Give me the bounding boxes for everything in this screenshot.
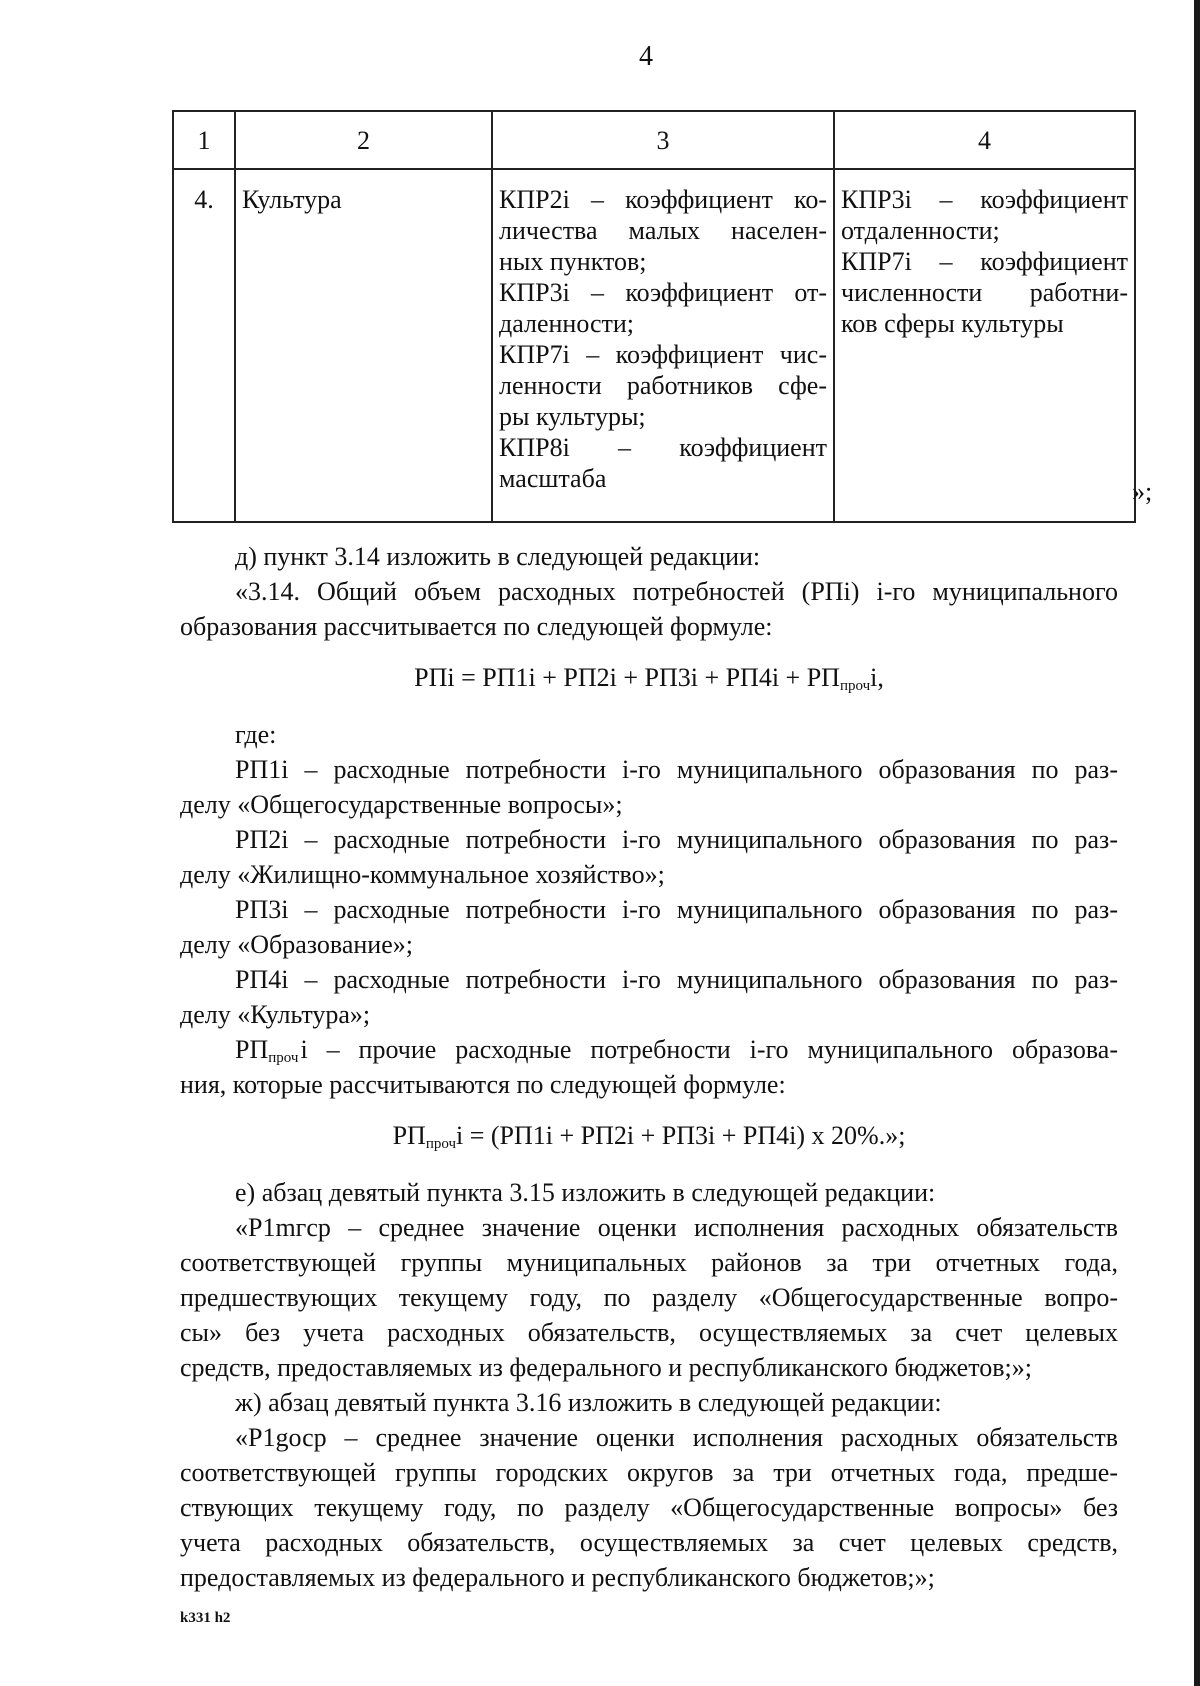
item-zh-text-line: «Р1gоср – среднее значение оценки исполнения расходных обязательств — [235, 1423, 1118, 1452]
item-e-text-line: соответствующей группы муниципальных районов за три отчетных года, — [180, 1248, 1118, 1277]
rp3-definition: РП3i – расходные потребности i-го муниципального образования по раз- — [235, 895, 1118, 924]
item-zh-text-line: соответствующей группы городских округов за три отчетных года, предше- — [180, 1458, 1118, 1487]
item-zh: ж) абзац девятый пункта 3.16 изложить в следующей редакции: — [235, 1388, 942, 1417]
document-body — [180, 539, 1118, 1595]
rp2-definition: делу «Жилищно-коммунальное хозяйство»; — [180, 860, 665, 889]
table-header-cell: 2 — [235, 111, 492, 169]
formula-subscript: проч — [425, 1136, 456, 1152]
cell-line: ры культуры; — [499, 402, 646, 431]
rp2-definition: РП2i – расходные потребности i-го муниципального образования по раз- — [235, 825, 1118, 854]
item-e: е) абзац девятый пункта 3.15 изложить в следующей редакции: — [235, 1178, 936, 1207]
paragraph-3-14-line: «3.14. Общий объем расходных потребностей (РПi) i-го муниципального — [235, 577, 1118, 606]
row-coefficients-col4 — [834, 169, 1135, 522]
cell-line: численности работни- — [841, 278, 1128, 307]
page-number: 4 — [639, 41, 653, 72]
rp4-definition: делу «Культура»; — [180, 1000, 371, 1029]
item-e-text-line: «Р1mгср – среднее значение оценки исполнения расходных обязательств — [235, 1213, 1118, 1242]
item-zh-text-line: ствующих текущему году, по разделу «Общегосударственные вопросы» без — [180, 1493, 1118, 1522]
cell-line: личества малых населен- — [499, 216, 827, 245]
item-zh-text-line: предоставляемых из федерального и республиканского бюджетов;»; — [180, 1563, 935, 1592]
footer-code: k331 h2 — [180, 1610, 231, 1626]
table-header-cell: 4 — [834, 111, 1135, 169]
cell-line: КПР2i – коэффициент ко- — [499, 185, 827, 214]
paragraph-3-14-line: образования рассчитывается по следующей формуле: — [180, 612, 773, 641]
formula-part: РПi = РП1i + РП2i + РП3i + РП4i + РП — [414, 663, 840, 692]
table-header-cell: 3 — [492, 111, 834, 169]
rp1-definition: РП1i – расходные потребности i-го муниципального образования по раз- — [235, 755, 1118, 784]
rp-other-definition — [180, 1032, 1118, 1067]
item-e-text-line: средств, предоставляемых из федерального и республиканского бюджетов;»; — [180, 1353, 1032, 1382]
item-d: д) пункт 3.14 изложить в следующей редакции: — [235, 542, 761, 571]
cell-line: масштаба — [499, 464, 607, 493]
rp3-definition: делу «Образование»; — [180, 930, 413, 959]
cell-line: отдаленности; — [841, 216, 1000, 245]
cell-line: КПР8i – коэффициент — [499, 433, 827, 462]
cell-line: КПР7i – коэффициент — [841, 247, 1128, 276]
item-zh-text-line: учета расходных обязательств, осуществляемых за счет целевых средств, — [180, 1528, 1118, 1557]
row-number: 4. — [173, 169, 235, 522]
formula-subscript: проч — [839, 678, 871, 694]
coefficients-table — [172, 110, 1136, 523]
formula-part: i, — [870, 663, 884, 692]
cell-line: ков сферы культуры — [841, 309, 1064, 338]
rp-other-text: i – прочие расходные потребности i-го муниципального образова- — [300, 1035, 1118, 1064]
formula-total — [180, 660, 1118, 695]
formula-part: РП — [235, 1035, 269, 1064]
rp4-definition: РП4i – расходные потребности i-го муниципального образования по раз- — [235, 965, 1118, 994]
where-label: где: — [235, 720, 277, 749]
cell-line: КПР3i – коэффициент — [841, 185, 1128, 214]
formula-part: i = (РП1i + РП2i + РП3i + РП4i) х 20%.»; — [456, 1121, 906, 1150]
rp1-definition: делу «Общегосударственные вопросы»; — [180, 790, 623, 819]
table-header-row — [173, 111, 1135, 169]
item-e-text-line: сы» без учета расходных обязательств, осуществляемых за счет целевых — [180, 1318, 1118, 1347]
table-row — [173, 169, 1135, 522]
cell-line: КПР7i – коэффициент чис- — [499, 340, 827, 369]
cell-line: даленности; — [499, 309, 635, 338]
formula-part: РП — [392, 1121, 426, 1150]
rp-other-symbol — [235, 1032, 298, 1067]
formula-subscript: проч — [268, 1050, 299, 1066]
item-e-text-line: предшествующих текущему году, по разделу «Общегосударственные вопро- — [180, 1283, 1118, 1312]
rp-other-definition-cont: ния, которые рассчитываются по следующей формуле: — [180, 1070, 786, 1099]
formula-other — [180, 1118, 1118, 1153]
row-section-name: Культура — [235, 169, 492, 522]
scan-edge — [1194, 0, 1200, 1686]
cell-line: ных пунктов; — [499, 247, 647, 276]
table-closing-quote: »; — [1132, 477, 1153, 506]
cell-line: КПР3i – коэффициент от- — [499, 278, 827, 307]
table-header-cell: 1 — [173, 111, 235, 169]
cell-line: ленности работников сфе- — [499, 371, 827, 400]
row-coefficients-col3 — [492, 169, 834, 522]
